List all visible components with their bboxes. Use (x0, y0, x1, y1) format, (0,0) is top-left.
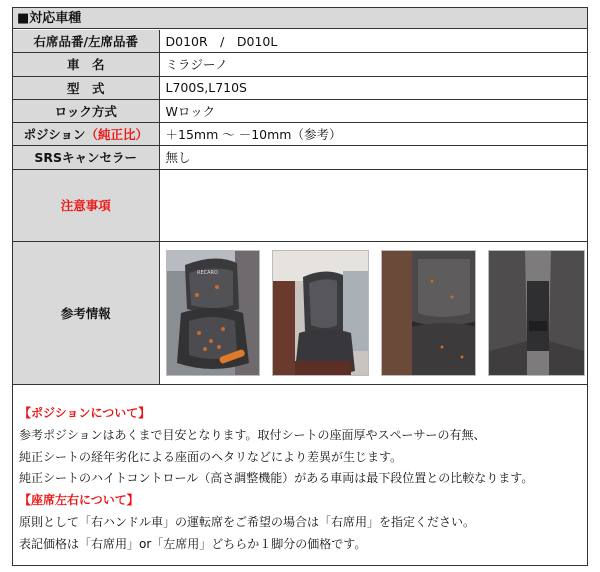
lock-type-label: ロック方式 (13, 99, 159, 122)
side-note-line: 原則として「右ハンドル車」の運転席をご希望の場合は「右席用」を指定ください。 (19, 514, 476, 529)
reference-photos-cell (159, 241, 587, 384)
reference-info-label: 参考情報 (13, 241, 159, 384)
lock-type-value: Wロック (159, 99, 587, 122)
position-note-line: 純正シートの経年劣化による座面のヘタリなどにより差異が生じます。 (19, 449, 403, 464)
seat-side-photo (272, 250, 369, 376)
table-row (13, 76, 587, 99)
table-row (13, 30, 587, 52)
table-row (13, 122, 587, 145)
seat-closeup-photo (381, 250, 476, 376)
seat-front-photo (166, 250, 260, 376)
position-label (13, 122, 159, 145)
car-name-label: 車 名 (13, 52, 159, 76)
table-row (13, 52, 587, 76)
photo-strip (160, 250, 588, 376)
position-label-note: （純正比） (85, 126, 148, 142)
car-name-value: ミラジーノ (159, 52, 587, 76)
model-code-value: L700S,L710S (159, 76, 587, 99)
position-label-main: ポジション (23, 126, 86, 142)
notes-section (13, 403, 587, 556)
table-row (13, 145, 587, 169)
position-value: ＋15mm 〜 －10mm（参考） (159, 122, 587, 145)
seat-console-photo (488, 250, 585, 376)
position-note-heading: 【ポジションについて】 (19, 406, 151, 420)
table-row (13, 241, 587, 384)
side-note-heading: 【座席左右について】 (19, 493, 139, 508)
srs-canceller-value: 無し (159, 145, 587, 169)
part-number-label: 右席品番/左席品番 (13, 30, 159, 52)
caution-value (159, 169, 587, 241)
section-title: ■対応車種 (13, 8, 587, 29)
compatibility-sheet (12, 7, 588, 566)
model-code-label: 型 式 (13, 76, 159, 99)
spec-table (13, 30, 587, 385)
part-number-value: D010R / D010L (159, 30, 587, 52)
table-row (13, 169, 587, 241)
caution-label: 注意事項 (13, 169, 159, 241)
srs-canceller-label: SRSキャンセラー (13, 145, 159, 169)
side-note-line: 表記価格は「右席用」or「左席用」どちらか１脚分の価格です。 (19, 536, 367, 551)
table-row (13, 99, 587, 122)
recaro-logo-text: RECARO (196, 269, 218, 276)
position-note-line: 参考ポジションはあくまで目安となります。取付シートの座面厚やスペーサーの有無、 (19, 427, 486, 442)
position-note-line: 純正シートのハイトコントロール（高さ調整機能）がある車両は最下段位置との比較なります。 (19, 471, 534, 486)
